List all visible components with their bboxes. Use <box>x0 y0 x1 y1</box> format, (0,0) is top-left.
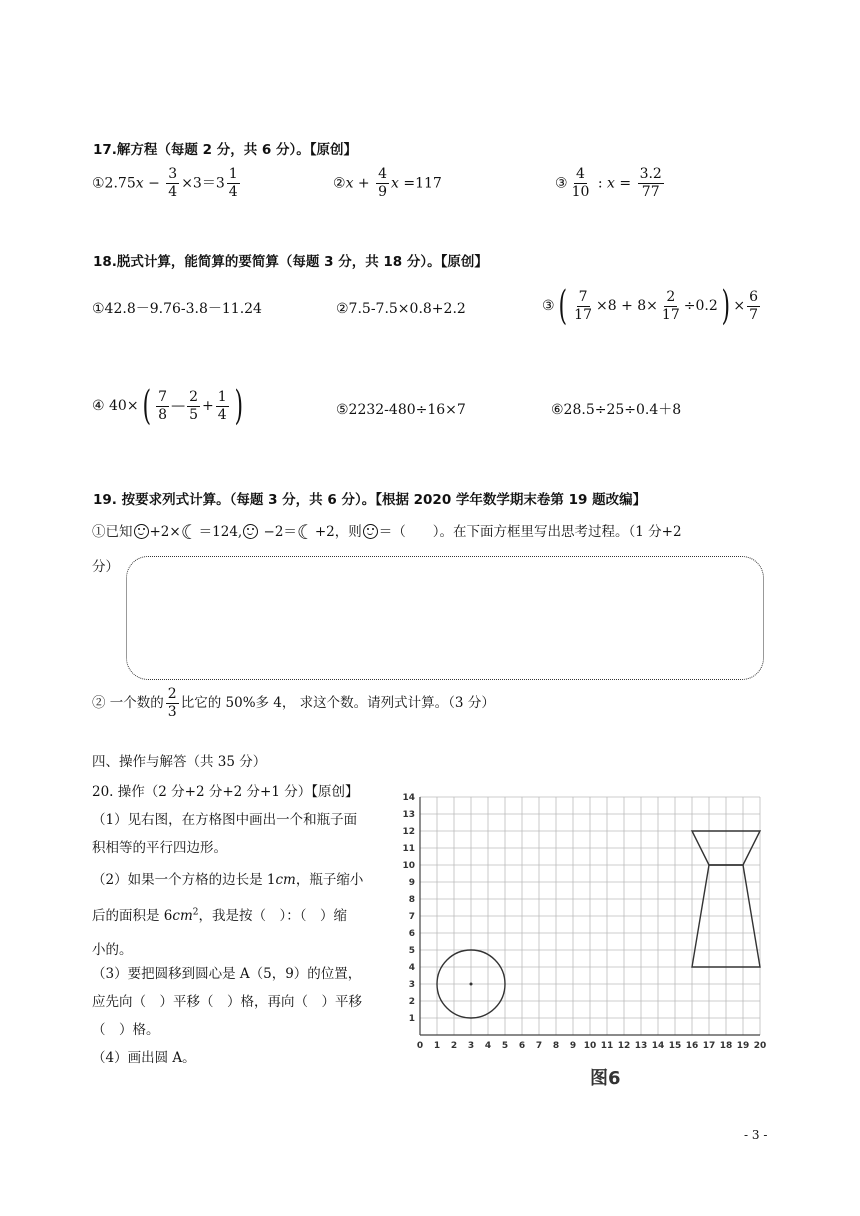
x-tick-label: 17 <box>702 1041 716 1051</box>
fraction: $\frac{6}{7}$ <box>749 288 758 323</box>
fraction: $\frac{2}{3}$ <box>167 686 177 720</box>
times: × <box>733 298 746 314</box>
fraction: $\frac{1}{4}$ <box>217 388 227 423</box>
x-tick-label: 3 <box>467 1041 475 1051</box>
fraction: $\frac{3.2}{77}$ <box>639 166 662 200</box>
x-tick-label: 2 <box>450 1041 458 1051</box>
x-tick-label: 6 <box>518 1041 526 1051</box>
q19-part1-a: +2× <box>149 524 181 540</box>
q17-eq2-num: ② <box>333 175 346 192</box>
y-tick-label: 8 <box>408 895 415 905</box>
y-tick-label: 11 <box>402 844 415 854</box>
y-tick-label: 6 <box>408 929 415 939</box>
q19-part1-pre: ①已知 <box>92 524 133 540</box>
y-tick-label: 5 <box>408 946 415 956</box>
smiley-icon <box>134 524 149 539</box>
q20-line3-pre: （2）如果一个方格的边长是 1 <box>92 872 276 888</box>
y-tick-label: 10 <box>402 861 415 871</box>
x-tick-label: 5 <box>501 1041 509 1051</box>
q19-part2-pre: ② 一个数的 <box>92 695 164 711</box>
answer-box[interactable] <box>126 556 764 680</box>
var-x: x <box>607 175 615 192</box>
smiley-icon <box>243 524 258 539</box>
y-tick-label: 4 <box>408 963 415 973</box>
q19-title: 19. 按要求列式计算。（每题 3 分，共 6 分）。【根据 2020 学年数学期末卷第 19 题改编】 <box>93 492 647 508</box>
fraction: $\frac{7}{17}$ <box>574 288 592 323</box>
fraction: $\frac{7}{8}$ <box>158 388 168 423</box>
x-tick-label: 20 <box>753 1041 767 1051</box>
fraction: $\frac{3}{4}$ <box>168 166 178 200</box>
q17-eq3 <box>555 166 666 201</box>
q17-eq2 <box>333 166 442 201</box>
q19-part2-post: 比它的 50%多 4， 求这个数。请列式计算。（3 分） <box>180 695 495 711</box>
q20-line3 <box>92 868 363 888</box>
var-x: x <box>391 175 399 192</box>
q20-title <box>92 780 358 800</box>
q20-line5: 小的。 <box>92 942 133 958</box>
q17-title: 17.解方程（每题 2 分，共 6 分）。【原创】 <box>93 142 358 158</box>
fraction: $\frac{4}{9}$ <box>378 166 388 200</box>
fraction: $\frac{4}{10}$ <box>571 166 590 200</box>
var-x: x <box>345 175 354 192</box>
x-tick-label: 9 <box>569 1041 577 1051</box>
minus: − <box>143 175 165 192</box>
unit-cm: cm <box>275 872 296 888</box>
coordinate-grid-figure <box>400 780 775 1055</box>
x-tick-label: 16 <box>685 1041 699 1051</box>
q19-part1-b: ＝124, <box>198 524 243 540</box>
q20-line6: （3）要把圆移到圆心是 A（5，9）的位置， <box>92 966 362 982</box>
equals: = <box>614 175 636 192</box>
unit-cm: cm <box>172 908 193 924</box>
moon-icon: ☾ <box>180 520 199 544</box>
q17-eq1-num: ①2.75 <box>92 175 136 192</box>
q19-part1-d: +2，则 <box>314 524 362 540</box>
y-tick-label: 14 <box>402 793 415 803</box>
q17-eq1-mid: ×3＝3 <box>181 175 225 192</box>
q18-expr3-mid2: ÷0.2 <box>683 298 718 314</box>
x-tick-label: 19 <box>736 1041 750 1051</box>
q17-eq3-num: ③ <box>555 175 568 192</box>
equals: =117 <box>398 175 442 192</box>
y-tick-label: 3 <box>408 980 415 990</box>
q18-expr3-mid: ×8 + 8× <box>596 298 658 314</box>
x-tick-label: 15 <box>668 1041 682 1051</box>
y-tick-label: 13 <box>402 810 415 820</box>
right-paren: ) <box>721 283 730 329</box>
q18-expr2: ②7.5-7.5×0.8+2.2 <box>336 301 466 317</box>
x-tick-label: 12 <box>617 1041 631 1051</box>
page-number: - 3 - <box>744 1128 768 1142</box>
x-tick-label: 1 <box>433 1041 441 1051</box>
x-tick-label: 13 <box>634 1041 648 1051</box>
q19-part2 <box>92 686 495 721</box>
q20-line4-post: ，我是按（ ）：（ ）缩 <box>198 908 347 924</box>
x-tick-label: 7 <box>535 1041 543 1051</box>
q17-eq1 <box>92 166 242 201</box>
q20-line4 <box>92 904 347 924</box>
superscript: 2 <box>192 907 199 918</box>
y-tick-label: 9 <box>408 878 415 888</box>
q20-line9: （4）画出圆 A。 <box>92 1050 196 1066</box>
left-paren: ( <box>558 283 567 329</box>
plus: + <box>202 398 214 414</box>
smiley-icon <box>363 524 378 539</box>
x-tick-label: 18 <box>719 1041 733 1051</box>
q20-line3-post: ，瓶子缩小 <box>295 872 364 888</box>
q18-expr6: ⑥28.5÷25÷0.4＋8 <box>551 402 682 418</box>
moon-icon: ☾ <box>296 520 315 544</box>
figure-caption: 图6 <box>590 1068 621 1089</box>
q19-part1 <box>92 520 682 544</box>
x-tick-label: 0 <box>416 1041 424 1051</box>
q18-expr4 <box>92 383 246 429</box>
x-tick-label: 10 <box>583 1041 597 1051</box>
q20-line4-pre: 后的面积是 6 <box>92 908 173 924</box>
q20-title-text: 20. 操作（2 分+2 分+2 分+1 分）【原创】 <box>92 784 359 800</box>
q18-expr3 <box>542 283 762 329</box>
plus: + <box>353 175 375 192</box>
x-tick-label: 4 <box>484 1041 492 1051</box>
q19-part1-cont: 分） <box>92 559 119 575</box>
left-paren: ( <box>142 383 151 429</box>
q19-part1-c: −2＝ <box>259 524 297 540</box>
q18-expr1: ①42.8－9.76-3.8－11.24 <box>92 301 262 317</box>
q20-line7: 应先向（ ）平移（ ）格，再向（ ）平移 <box>92 994 362 1010</box>
circle-center-dot <box>470 983 473 986</box>
fraction: $\frac{2}{5}$ <box>189 388 198 423</box>
y-tick-label: 1 <box>408 1014 415 1024</box>
right-paren: ) <box>234 383 243 429</box>
q19-part1-e: ＝（ ）。在下面方框里写出思考过程。（1 分+2 <box>378 524 682 540</box>
x-tick-label: 8 <box>552 1041 560 1051</box>
q18-expr5: ⑤2232-480÷16×7 <box>336 402 466 418</box>
fraction: $\frac{2}{17}$ <box>661 288 680 323</box>
y-tick-label: 7 <box>408 912 415 922</box>
y-tick-label: 2 <box>408 997 415 1007</box>
q20-line1: （1）见右图，在方格图中画出一个和瓶子面 <box>92 812 358 828</box>
minus: — <box>171 398 186 414</box>
q20-line8: （ ）格。 <box>92 1022 160 1038</box>
q18-expr3-num: ③ <box>542 298 555 314</box>
var-x: x <box>135 175 144 192</box>
section4-title: 四、操作与解答（共 35 分） <box>92 754 267 770</box>
fraction: $\frac{1}{4}$ <box>228 166 238 200</box>
x-tick-label: 14 <box>651 1041 665 1051</box>
y-tick-label: 12 <box>402 827 415 837</box>
q18-expr4-num: ④ 40× <box>92 398 139 414</box>
colon: : <box>593 175 608 192</box>
x-tick-label: 11 <box>600 1041 614 1051</box>
q18-title: 18.脱式计算，能简算的要简算（每题 3 分，共 18 分）。【原创】 <box>93 254 488 270</box>
q20-line2: 积相等的平行四边形。 <box>92 840 227 856</box>
